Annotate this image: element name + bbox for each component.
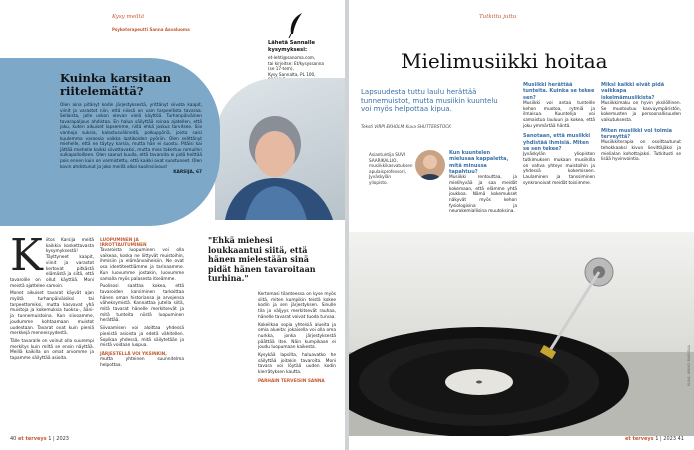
question-2: Musiikki herättää tunteita. Kuinka se tekee sen? <box>523 82 595 101</box>
answer-3: Jyväskylän yliopiston tutkimuksen mukaan musiikilla on vahva yhteys muistoihin ja yhdessä kokemiseen. Laulaminen ja tanssiminen synkronoivat meidät toisiimme. <box>523 152 595 186</box>
answer-5: Musiikkiterapia on osoittautunut tehokkaaksi kivun lievittäjäksi ja mielialan kohottajaksi. Tutkitusti se lisää hyvinvointia. <box>601 140 681 163</box>
portrait-figure <box>215 78 345 220</box>
sidebar-contact <box>268 40 340 83</box>
col3-paragraph-1: Kertomasi tilanteessa on kyse myös siitä, miten kumpikin teistä kokee kodin ja sen järjestyksen. Sinulle tila ja väljyys merkitsevät rauhaa, hänelle tavarat voivat tuoda turvaa. <box>258 292 336 320</box>
col2-paragraph-4: mutta yhteinen suunnitelma helpottaa. <box>100 356 184 368</box>
col3-signoff: PARHAIN TERVEISIN SANNA <box>258 378 325 384</box>
article-title: Mielimusiikki hoitaa <box>401 49 608 73</box>
answer-column-1 <box>10 230 94 364</box>
left-issue: 1 | 2023 <box>48 436 69 442</box>
col3-paragraph-3: Kysykää lapsilta, haluavatko he säilyttää joitakin tavaroita. Moni tavara voi löytää uuden kodin kierrätyksen kautta. <box>258 353 336 376</box>
turntable-illustration <box>349 232 694 436</box>
sidebar-title: Lähetä Sannalle kysymyksesi: <box>268 40 316 53</box>
question-1: Kun kuuntelen mielusaa kappaletta, mitä minussa tapahtuu? <box>449 150 509 175</box>
question-title: Kuinka karsitaan riitelemättä? <box>60 71 172 98</box>
right-page-number: 41 <box>677 436 684 442</box>
col1-paragraph-3: Tälle tavaralle on voinut olla suurempi merkitys kuin miltä se ensin näyttää. Meillä kaikilla on omat arvomme ja tapamme säilyttää asioita. <box>10 338 94 362</box>
pull-quote: "Ehkä miehesi loukkaantui siitä, että hänen mielestään sinä pidät hänen tavaroitaan turhina." <box>208 235 316 283</box>
feather-pen-icon <box>287 12 305 38</box>
qa-column-3 <box>601 82 681 165</box>
answer-4: Musiikkimaku on hyvin yksilöllinen. Se muotoutuu kasvuympäristön, kokemusten ja persoonallisuuden vaikutuksesta. <box>601 100 681 123</box>
answer-1: Musiikki rentouttaa, ja mielihyvää ja saa meidät kokemaan, että elämme yhtä joukkoa. Nämä kokemukset näkyvät myös kehon fysiologisina ja neurokemiallisina muutoksina. <box>449 175 517 215</box>
photo-credit: KUVA: MIKKO MARIOLA <box>687 345 691 387</box>
sidebar-line3: (se 17-tem), <box>268 66 294 72</box>
right-section-label: Tutkittu juttu <box>479 14 517 20</box>
question-sign: KARSIJA, 67 <box>173 170 202 176</box>
qa-column-1 <box>449 150 517 217</box>
answer-2: Musiikki voi antaa tunteille kehon muotoa, rytmiä ja ilmaisua. Kuuntelija voi samaistua lauluun ja kokea, että joku ymmärtää häntä. <box>523 100 595 129</box>
question-3: Sanotaan, että musiikki yhdistää ihmisiä. Miten se sen tekee? <box>523 133 591 152</box>
sidebar-email[interactable]: et-lehti@sanoma.com, <box>268 55 316 60</box>
col2-subheading: JÄRJESTELLÄ VOI YKSINKIN, <box>100 351 167 357</box>
left-page <box>0 0 345 450</box>
question-text: Olen aina pitänyt kodin järjestyksestä, yrittänyt siivota kaapit, viinit ja varastot niin, että niissä on vain tarpeellista tavaraa. Sellaista, jolle uskon olevan vielä käyttöä. Turhanpäiväinen tavarapaljous ahdistaa. En halua säilyttää roinaa ajatellen, että joku, kuten aikuiset lapsemme, niitä ehkä joskus tarvitsee. Siis vanhoja suksia, kalastusvälineitä, polkupyöriä, joista saisi kuulemma varaosia vaikka laatikoiden pyöriin. Olen selittänyt miehelle, että ne täytyy karsia, mutta hän ei suostu. Pitäisi kai jättää miehelle kaikki siivottavaksi, mutta mies takertuu romuihin sulkapalloilleen. Olen saanut kuulla, että tavaroita ei pidä heittää pois ennen kuin on varmistettu, että kaikki ovat suostuneet. Olen kovin ahdistunut ja joko meillä alkoi kuolinsiivous! <box>60 103 202 170</box>
question-panel <box>0 58 220 226</box>
col2-paragraph-2: Puolisosi saattaa kokea, että tavaroiden karsiminen tarkoittaa hänen oman historiansa ja arvojensa väheksymistä. Kannattaa jutella siitä, mitä tavarat hänelle merkitsevät ja mitä tunteita niistä luopuminen herättää. <box>100 284 184 324</box>
expert-figure <box>415 150 445 180</box>
article-lede: Lapsuudesta tuttu laulu herättää tunnemuistot, mutta musiikin kuuntelu voi myös helpottaa kipua. <box>361 88 498 114</box>
left-magazine-name: et terveys <box>17 436 47 442</box>
turntable-photo <box>349 232 694 436</box>
lede-credit: Teksti VIRPI EKHOLM Kuva SHUTTERSTOCK <box>361 124 451 129</box>
answer-column-2 <box>100 238 184 370</box>
right-folio <box>625 436 684 442</box>
left-page-number: 40 <box>10 436 17 442</box>
section-label: Kysy meiltä <box>112 14 145 20</box>
col1-paragraph-1: iitos Karsija meitä kaikkia koskettavasta kysymyksestä! Täyttyneet kaapit, viinit ja varastot kertovat pitkästä elämästä ja siitä, että tavaroille on ollut käyttöä. Moni meistä ajattelee samoin. <box>10 238 94 289</box>
sidebar-line4: Kysy Sannalta, PL 100, <box>268 71 316 77</box>
right-issue: 1 | 2023 <box>655 436 677 442</box>
expert-photo <box>415 150 445 180</box>
col2-heading: LUOPUMINEN JA IRROTTAUTUMINEN <box>100 238 147 248</box>
portrait-photo <box>215 78 345 220</box>
drop-cap: K <box>10 230 43 281</box>
question-5: Miten musiikki voi toimia terveyttä? <box>601 127 673 140</box>
expert-caption: Asiantuntija SUVI SAARIKALLIO, musiikkikasvatuksen apulaisprofessori, Jyväskylän yliopisto. <box>369 152 413 185</box>
right-magazine-name: et terveys <box>625 436 654 442</box>
answer-column-3 <box>190 236 335 290</box>
left-folio <box>10 436 69 442</box>
sidebar-line2: tai kirjeitse: Et/kysyssanna <box>268 60 324 66</box>
col2-paragraph-3: Siivoamisen voi aloittaa yhdessä pienistä asioista ja edetä vähitellen. Sopikaa yhdessä, mitä säilytetään ja mistä voidaan luopua. <box>100 326 184 349</box>
qa-column-2 <box>523 82 595 189</box>
question-4: Miksi kaikki eivät pidä vaikkapa iskelmämusiikista? <box>601 82 665 101</box>
col2-paragraph-1: Tavaroista luopuminen voi olla vaikeaa, koska ne liittyvät muistoihin, ihmisiin ja elämänvaiheisiin. Ne ovat osa identiteettiämme ja tarinaamme. Kun luovumme jostakin, luovumme samalla myös palasesta itseämme. <box>100 248 184 282</box>
byline: Psykoterapeutti Sanna Aavaluoma <box>112 27 190 32</box>
col3-paragraph-2: Kokeilkaa sopia yhteisiä alueita ja omia alueita: jokaisella voi olla oma nurkka, jonka järjestyksestä päättää itse. Näin kumpikaan ei joudu luopumaan kaikesta. <box>258 322 336 351</box>
right-page <box>349 0 694 450</box>
answer-column-3-text <box>258 292 336 384</box>
col1-paragraph-2: Monet aikuiset tavarat käyvät ajan myötä turhanpäiväisiksi tai tarpeettomiksi, mutta kasvavat yhä muistoja ja kokemuksia tuoksu-, ääni- ja tunnemuistoina. Kun siivoamme, joudumme kohtaamaan muistot uudestaan. Tavarat ovat kuin pieniä merkkejä menneisyydestä. <box>10 291 94 337</box>
